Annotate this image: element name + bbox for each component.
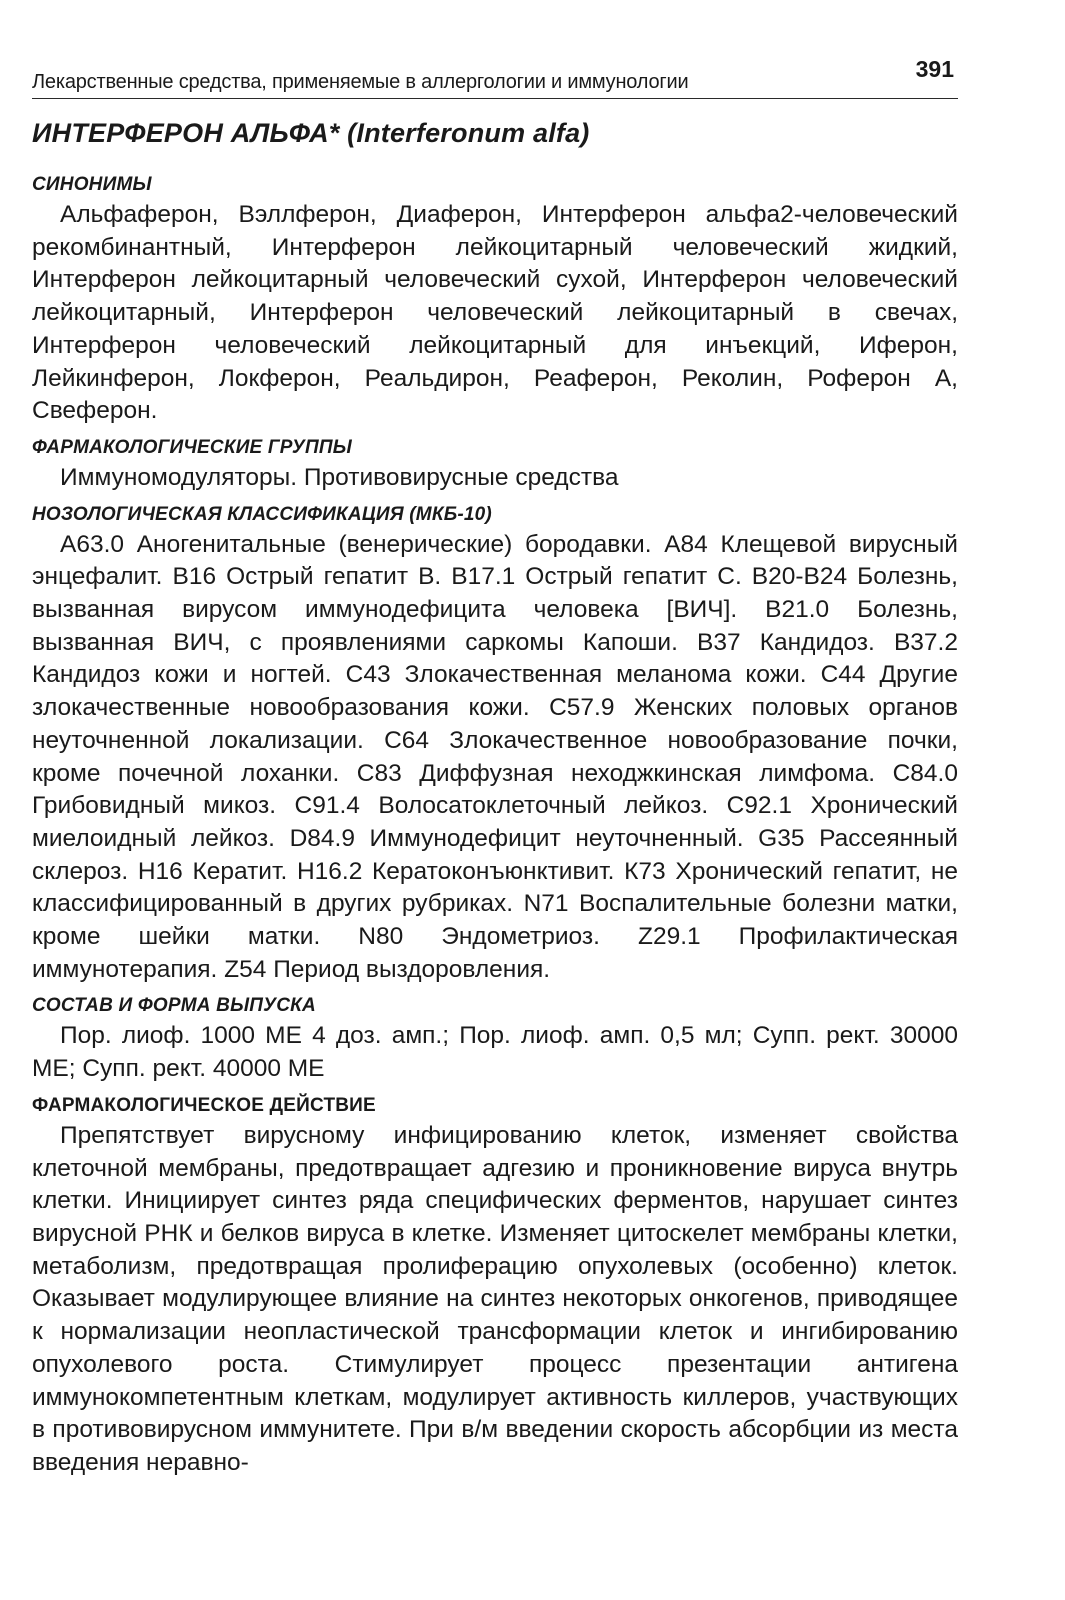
section-composition — [32, 992, 958, 1085]
section-text: Препятствует вирусному инфицированию клеток, изменяет свойства клеточной мембраны, предотвращает адгезию и проникновение вируса внутрь клетки. Инициирует синтез ряда специфических ферментов, нарушает синтез вирусной РНК и белков вируса в клетке. Изменяет цитоскелет мембраны клетки, метаболизм, предотвращая пролиферацию опухолевых (особенно) клеток. Оказывает модулирующее влияние на синтез некоторых онкогенов, приводящее к нормализации неопластической трансформации клеток и ингибированию опухолевого роста. Стимулирует процесс презентации антигена иммунокомпетентным клеткам, модулирует активность киллеров, участвующих в противовирусном иммунитете. При в/м введении скорость абсорбции из места введения неравно- — [32, 1121, 958, 1476]
section-heading: ФАРМАКОЛОГИЧЕСКОЕ ДЕЙСТВИЕ — [32, 1094, 376, 1116]
section-heading: СИНОНИМЫ — [32, 174, 152, 195]
section-text: Иммуномодуляторы. Противовирусные средства — [60, 463, 619, 491]
section-heading: СОСТАВ И ФОРМА ВЫПУСКА — [32, 995, 316, 1017]
section-heading: НОЗОЛОГИЧЕСКАЯ КЛАССИФИКАЦИЯ (МКБ-10) — [32, 503, 492, 525]
section-text: Пор. лиоф. 1000 МЕ 4 доз. амп.; Пор. лиоф. амп. 0,5 мл; Супп. рект. 30000 МЕ; Супп. рект. 40000 МЕ — [32, 1022, 958, 1083]
running-header — [32, 56, 958, 99]
drug-title: ИНТЕРФЕРОН АЛЬФА* (Interferonum alfa) — [32, 118, 590, 148]
section-icd10-classification — [32, 501, 958, 987]
section-pharmacological-groups — [32, 434, 958, 495]
section-heading: ФАРМАКОЛОГИЧЕСКИЕ ГРУППЫ — [32, 436, 352, 458]
page-number: 391 — [915, 56, 954, 82]
running-title: Лекарственные средства, применяемые в аллергологии и иммунологии — [32, 71, 689, 93]
section-pharmacological-action — [32, 1092, 958, 1480]
section-synonyms — [32, 171, 958, 428]
page-content — [32, 118, 958, 1486]
section-text: А63.0 Аногенитальные (венерические) бородавки. А84 Клещевой вирусный энцефалит. В16 Острый гепатит В. В17.1 Острый гепатит С. В20-В24 Болезнь, вызванная вирусом иммунодефицита человека [ВИЧ]. В21.0 Болезнь, вызванная ВИЧ, с проявлениями саркомы Капоши. В37 Кандидоз. В37.2 Кандидоз кожи и ногтей. С43 Злокачественная меланома кожи. С44 Другие злокачественные новообразования кожи. С57.9 Женских половых органов неуточненной локализации. С64 Злокачественное новообразование почки, кроме почечной лоханки. С83 Диффузная неходжкинская лимфома. С84.0 Грибовидный микоз. С91.4 Волосатоклеточный лейкоз. С92.1 Хронический миелоидный лейкоз. D84.9 Иммунодефицит неуточненный. G35 Рассеянный склероз. Н16 Кератит. Н16.2 Кератоконъюнктивит. К73 Хронический гепатит, не классифицированный в других рубриках. N71 Воспалительные болезни матки, кроме шейки матки. N80 Эндометриоз. Z29.1 Профилактическая иммунотерапия. Z54 Период выздоровления. — [32, 530, 958, 983]
section-text: Альфаферон, Вэллферон, Диаферон, Интерферон альфа2-человеческий рекомбинантный, Интерферон лейкоцитарный человеческий жидкий, Интерферон лейкоцитарный человеческий сухой, Интерферон человеческий лейкоцитарный, Интерферон человеческий лейкоцитарный в свечах, Интерферон человеческий лейкоцитарный для инъекций, Иферон, Лейкинферон, Локферон, Реальдирон, Реаферон, Реколин, Роферон А, Свеферон. — [32, 201, 958, 425]
